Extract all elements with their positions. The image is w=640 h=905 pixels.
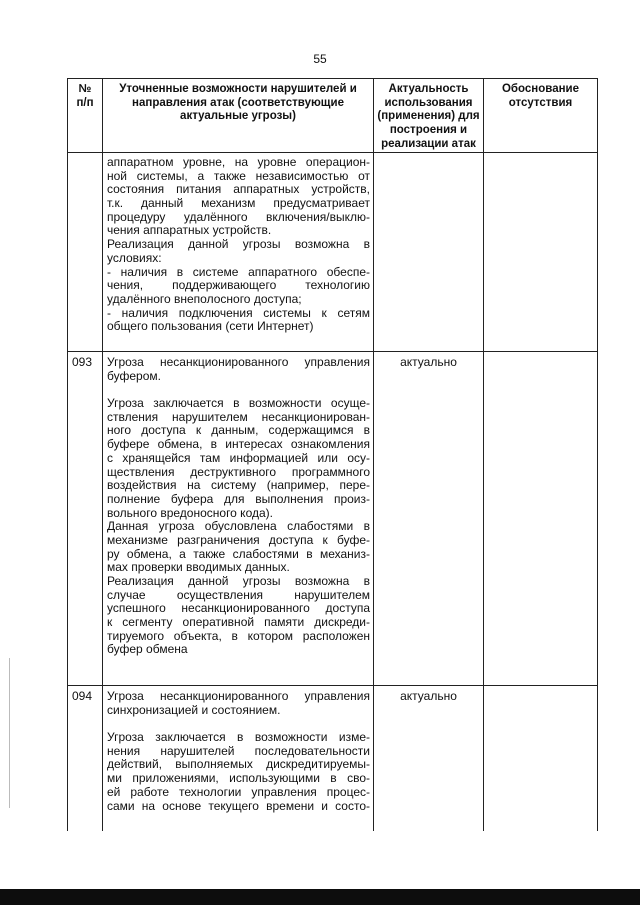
description-line: чения аппаратных устройств. [107, 223, 272, 238]
description-line: ру обмена, а также слабостями в механиз- [107, 546, 370, 561]
description-line: вольного вредоносного кода). [107, 505, 273, 520]
description-line: ществления деструктивного программного [107, 464, 370, 479]
description-line: механизме разграничения доступа к буфе- [107, 532, 370, 547]
row-divider [68, 152, 597, 153]
description-line: к сегменту оперативной памяти дискреди- [107, 615, 370, 630]
description-line [107, 383, 370, 397]
description-line: синхронизацией и состоянием. [107, 702, 281, 717]
description-line: удалённого внеполосного доступа; [107, 291, 302, 306]
description-line: Данная угроза обусловлена слабостями в [107, 519, 370, 534]
threat-table [67, 78, 598, 831]
description-line: ми приложениями, использующими в сво- [107, 771, 370, 786]
description-line: условиях: [107, 250, 162, 265]
description-line: аппаратном уровне, на уровне операцион- [107, 155, 370, 169]
row-093-relevance: актуально [400, 355, 457, 369]
description-line: процедуру удалённого включения/выклю- [107, 209, 370, 224]
scan-bottom-band [0, 889, 640, 905]
description-line: общего пользования (сети Интернет) [107, 319, 314, 334]
description-line: Угроза несанкционированного управления [107, 689, 370, 703]
description-line: буфер обмена [107, 642, 188, 657]
header-description: Уточненные возможности нарушителей и направления атак (соответствующие актуальные угрозы) [119, 83, 357, 123]
description-line: воздействия на систему (например, пере- [107, 478, 370, 493]
description-line: случае осуществления нарушителем [107, 587, 370, 602]
row-divider [68, 351, 597, 352]
description-line: ей работе технологии управления процес- [107, 784, 370, 799]
page-number: 55 [313, 52, 327, 66]
description-line: Угроза несанкционированного управления [107, 355, 370, 369]
row-093-number: 093 [72, 355, 93, 369]
description-line: - наличия подключения системы к сетям [107, 305, 370, 320]
description-line: Угроза заключается в возможности осуще- [107, 396, 370, 411]
description-line: ного доступа к данным, содержащимся в [107, 423, 370, 438]
header-justification: Обоснование отсутствия [501, 83, 579, 109]
description-line [107, 717, 370, 731]
description-line: Угроза заключается в возможности изме- [107, 730, 370, 745]
description-line: т.к. данный механизм предусматривает [107, 196, 370, 211]
description-line: сами на основе текущего времени и состо- [107, 798, 370, 813]
description-line: Реализация данной угрозы возможна в [107, 237, 370, 252]
description-line: Реализация данной угрозы возможна в [107, 574, 370, 588]
description-line: состояния питания аппаратных устройств, [107, 182, 370, 197]
row-divider [68, 685, 597, 686]
description-line: действий, выполняемых дискредитируемы- [107, 757, 370, 772]
column-divider [373, 79, 374, 831]
row-094-number: 094 [72, 689, 93, 703]
description-line: буфере обмена, в интересах ознакомления [107, 437, 370, 452]
row-094-relevance: актуально [400, 689, 457, 703]
row-continuation-description [107, 156, 370, 334]
description-line: ной системы, а также независимостью от [107, 168, 370, 183]
description-line: мах проверки вводимых данных. [107, 560, 290, 575]
description-line: ствления нарушителем несанкционирован- [107, 409, 370, 424]
column-divider [102, 79, 103, 831]
header-num: № п/п [76, 83, 94, 109]
description-line: с хранящейся там информацией или осу- [107, 450, 370, 465]
description-line: нения нарушителей последовательности [107, 743, 370, 758]
column-divider [483, 79, 484, 831]
description-line: полнение буфера для выполнения произ- [107, 491, 370, 506]
row-094-description [107, 690, 370, 813]
description-line: тируемого объекта, в котором расположен [107, 628, 370, 643]
description-line: чения, поддерживающего технологию [107, 278, 370, 293]
scan-margin-mark [9, 658, 10, 808]
header-relevance: Актуальность использования (применения) для построения и реализации атак [377, 83, 480, 150]
description-line: успешного несанкционированного доступа [107, 601, 370, 616]
description-line: - наличия в системе аппаратного обеспе- [107, 264, 370, 279]
row-093-description [107, 356, 370, 657]
description-line: буфером. [107, 368, 161, 383]
